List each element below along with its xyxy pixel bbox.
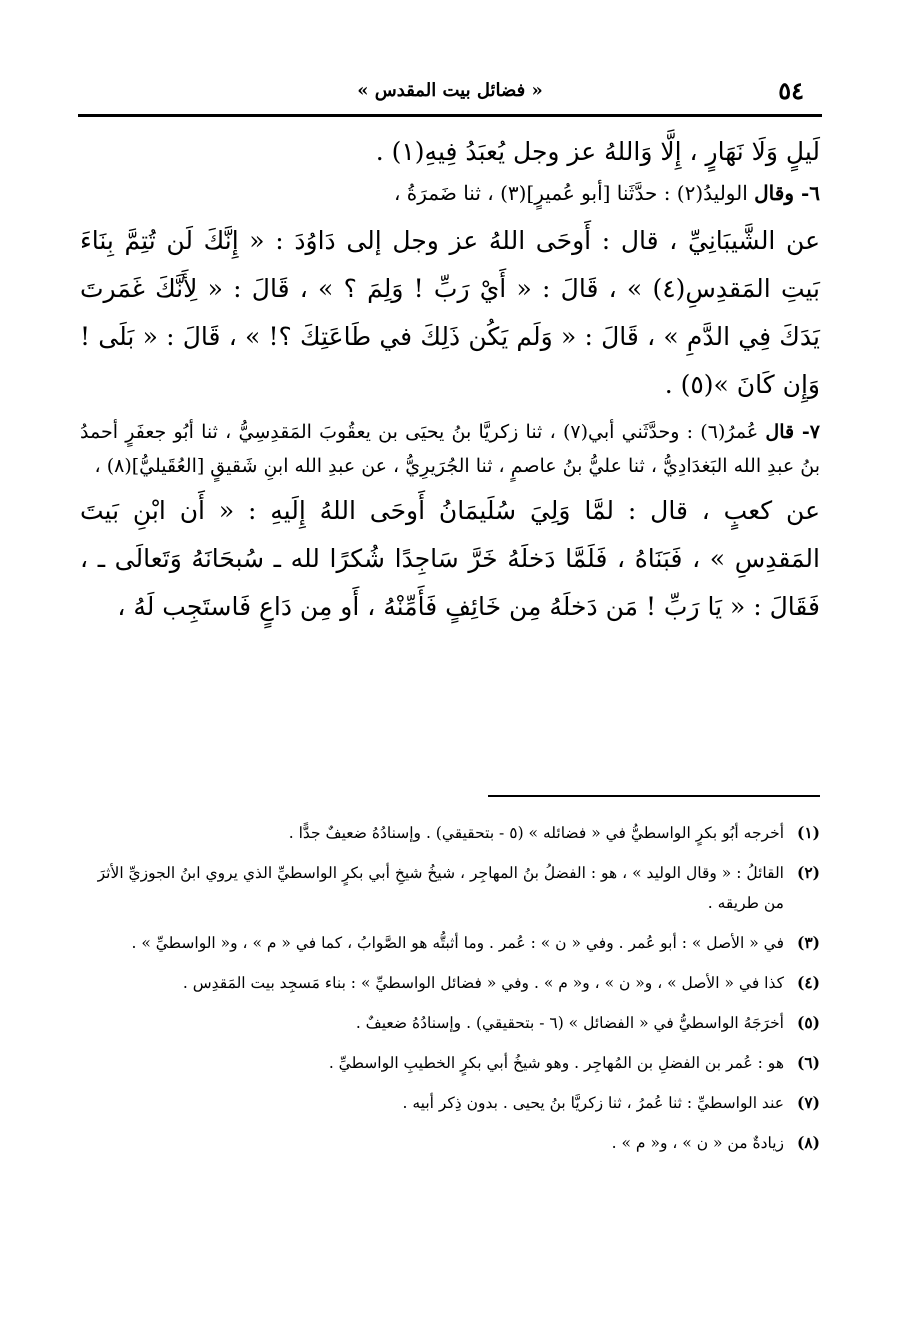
footnote xyxy=(80,858,820,918)
item-6-isnad-text: الوليدُ(٢) : حدَّثَنا [أبو عُميرٍ](٣) ، ثنا ضَمرَةُ ، xyxy=(393,181,748,205)
footnote-text: كذا في « الأصل » ، و« ن » ، و« م » . وفي « فضائل الواسطيِّ » : بناء مَسجِد بيت المَقدِس . xyxy=(182,974,784,992)
footnote-number: (٨) xyxy=(796,1133,820,1152)
footnote-number: (٤) xyxy=(796,973,820,992)
footnote-text: أخرجه أبُو بكرٍ الواسطيُّ في « فضائله » (٥ - بتحقيقي) . وإسنادُهُ ضعيفٌ جدًّا . xyxy=(288,824,784,842)
footnote-text: زيادةٌ من « ن » ، و« م » . xyxy=(611,1134,784,1152)
footnote-text: القائلُ : « وقال الوليد » ، هو : الفضلُ بنُ المهاجِر ، شيخُ شيخِ أبي بكرٍ الواسطيِّ الذي يروي ابنُ الجوزيِّ الأثرَ من طريقه . xyxy=(97,864,784,912)
running-title: « فضائل بيت المقدس » xyxy=(357,79,543,101)
item-6-isnad xyxy=(80,175,820,211)
main-text xyxy=(80,128,820,631)
footnote-text: هو : عُمر بن الفضلِ بن المُهاجِر . وهو شيخُ أبي بكرٍ الخطيبِ الواسطيِّ . xyxy=(328,1054,784,1072)
footnote-text: عند الواسطيِّ : ثنا عُمرُ ، ثنا زكريَّا بنُ يحيى . بدون ذِكر أبيه . xyxy=(402,1094,784,1112)
footnote-number: (٥) xyxy=(796,1013,820,1032)
page-header xyxy=(78,70,822,110)
footnote-number: (٦) xyxy=(796,1053,820,1072)
footnote xyxy=(80,1008,820,1038)
item-6-text: عن الشَّيبَانِيِّ ، قال : أَوحَى اللهُ عز وجل إلى دَاوُدَ : « إِنَّكَ لَن تُتِمَّ بِنَاءَ بَيتِ المَقدِسِ(٤) » ، قَالَ : « أَيْ رَبِّ ! وَلِمَ ؟ » ، قَالَ : « لِأَنَّكَ غَمَرتَ يَدَكَ فِي الدَّمِ » ، قَالَ : « وَلَم يَكُن ذَلِكَ في طَاعَتِكَ ؟! » ، قَالَ : « بَلَى ! وَإِن كَانَ »(٥) . xyxy=(80,226,820,399)
footnote xyxy=(80,1088,820,1118)
footnote xyxy=(80,1048,820,1078)
continuation-line: لَيلٍ وَلَا نَهَارٍ ، إِلَّا وَاللهُ عز وجل يُعبَدُ فِيهِ(١) . xyxy=(375,137,820,166)
footnote-number: (٣) xyxy=(796,933,820,952)
footnote xyxy=(80,1128,820,1158)
footnote-text: في « الأصل » : أبو عُمر . وفي « ن » : عُمر . وما أثبتُّه هو الصَّوابُ ، كما في « م » ، و« الواسطيِّ » . xyxy=(131,934,784,952)
item-7-isnad-text: عُمرُ(٦) : وحدَّثَني أبي(٧) ، ثنا زكريَّا بنُ يحيَى بن يعقُوبَ المَقدِسِيُّ ، ثنا أبُو جعفَرٍ أحمدُ بنُ عبدِ الله البَغدَادِيُّ ، ثنا عليُّ بنُ عاصمٍ ، ثنا الجُرَيرِيُّ ، عن عبدِ الله ابنِ شَقيقٍ [العُقَيليُّ](٨) ، xyxy=(80,421,820,477)
footnote xyxy=(80,818,820,848)
footnote-rule xyxy=(488,795,820,797)
footnote-number: (٢) xyxy=(796,863,820,882)
footnotes xyxy=(80,818,820,1168)
footnote xyxy=(80,968,820,998)
item-7-text: عن كعبٍ ، قال : لمَّا وَلِيَ سُلَيمَانُ أَوحَى اللهُ إِلَيهِ : « أَن ابْنِ بَيتَ المَقدِسِ » ، فَبَنَاهُ ، فَلَمَّا دَخلَهُ خَرَّ سَاجِدًا شُكرًا لله ـ سُبحَانَهُ وَتَعالَى ـ ، فَقَالَ : « يَا رَبِّ ! مَن دَخلَهُ مِن خَائِفٍ فَأَمِّنْهُ ، أَو مِن دَاعٍ فَاستَجِب لَهُ ، xyxy=(80,496,820,621)
footnote-text: أخرَجَهُ الواسطيُّ في « الفضائل » (٦ - بتحقيقي) . وإسنادُهُ ضعيفٌ . xyxy=(355,1014,784,1032)
item-7-isnad xyxy=(80,415,820,483)
item-7-lead: ٧- قال xyxy=(765,421,821,443)
footnote-number: (٧) xyxy=(796,1093,820,1112)
page-number: ٥٤ xyxy=(778,75,804,105)
header-rule xyxy=(78,114,822,117)
item-6-lead: ٦- وقال xyxy=(754,181,820,205)
footnote xyxy=(80,928,820,958)
footnote-number: (١) xyxy=(796,823,820,842)
